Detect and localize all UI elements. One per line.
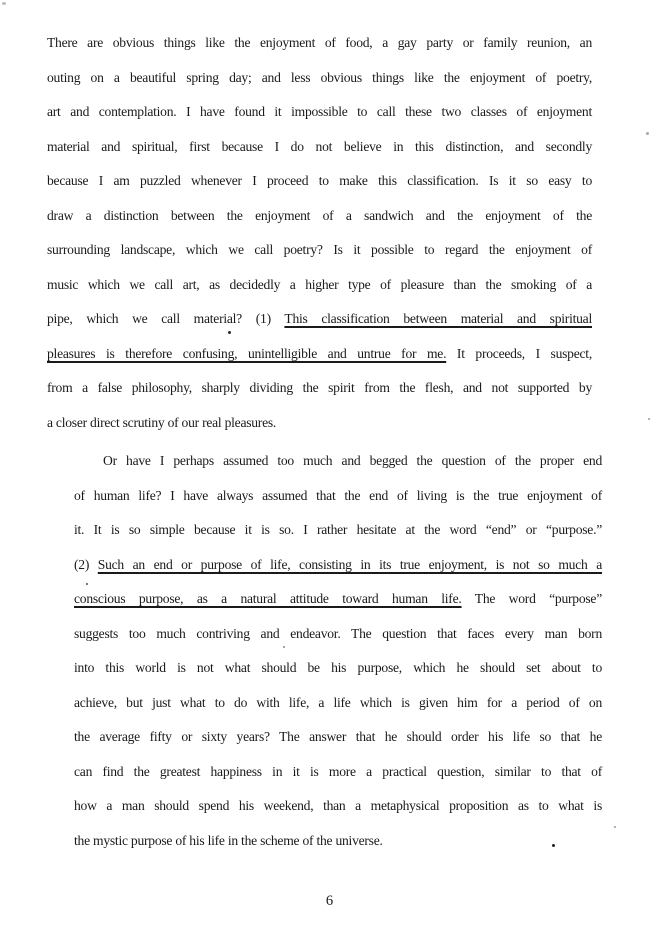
- text-run: can find the greatest happiness in it is more a practical question, similar to that of: [74, 763, 602, 779]
- text-line: [47, 61, 592, 96]
- text-run: There are obvious things like the enjoyment of food, a gay party or family reunion, an: [47, 35, 592, 50]
- underlined-passage: conscious purpose, as a natural attitude toward human life.: [74, 591, 462, 606]
- text-run: It proceeds, I suspect,: [446, 345, 592, 361]
- scan-speck: [614, 826, 616, 828]
- text-run: pipe, which we call material? (1): [47, 311, 285, 326]
- text-line: [74, 755, 602, 790]
- scan-speck: [283, 646, 285, 648]
- text-run: achieve, but just what to do with life, a life which is given him for a period of on: [74, 694, 602, 710]
- text-line: [47, 302, 592, 337]
- scan-speck: [2, 2, 6, 5]
- text-line: [47, 130, 592, 165]
- text-line: [47, 337, 592, 372]
- text-run: the mystic purpose of his life in the scheme of the universe.: [74, 832, 383, 848]
- text-run: The word “purpose”: [461, 591, 602, 606]
- text-line: [74, 824, 602, 859]
- text-line: [74, 720, 602, 755]
- text-run: suggests too much contriving and endeavor. The question that faces every man born: [74, 625, 602, 641]
- text-run: the average fifty or sixty years? The answer that he should order his life so that he: [74, 729, 602, 744]
- text-run: into this world is not what should be his purpose, which he should set about to: [74, 660, 602, 675]
- text-line: [47, 164, 592, 199]
- text-run: material and spiritual, first because I do not believe in this distinction, and secondly: [47, 138, 592, 154]
- text-line: [47, 371, 592, 406]
- scan-speck: [86, 583, 88, 585]
- text-run: from a false philosophy, sharply dividing the spirit from the flesh, and not supported by: [47, 380, 592, 395]
- text-line: [74, 444, 602, 479]
- text-run: a closer direct scrutiny of our real pleasures.: [47, 414, 277, 430]
- text-run: music which we call art, as decidedly a higher type of pleasure than the smoking of a: [47, 276, 592, 292]
- text-line: [74, 617, 602, 652]
- text-line: [47, 26, 592, 61]
- text-line: [74, 513, 602, 548]
- scan-speck: [646, 132, 649, 135]
- text-run: of human life? I have always assumed that the end of living is the true enjoyment of: [74, 487, 602, 503]
- text-line: [74, 651, 602, 686]
- text-line: [47, 233, 592, 268]
- text-run: draw a distinction between the enjoyment of a sandwich and the enjoyment of the: [47, 207, 592, 223]
- text-line: [47, 199, 592, 234]
- text-line: [74, 686, 602, 721]
- scan-speck: [552, 844, 555, 847]
- text-run: outing on a beautiful spring day; and less obvious things like the enjoyment of poetry,: [47, 69, 592, 85]
- text-line: [47, 406, 592, 441]
- text-line: [47, 95, 592, 130]
- text-run: because I am puzzled whenever I proceed to make this classification. Is it so easy to: [47, 173, 592, 188]
- page-number: 6: [325, 893, 334, 909]
- paragraph-2: [74, 444, 602, 858]
- text-run: Or have I perhaps assumed too much and begged the question of the proper end: [103, 453, 602, 468]
- text-run: it. It is so simple because it is so. I rather hesitate at the word “end” or “purpose.”: [74, 522, 602, 537]
- text-line: [47, 268, 592, 303]
- scan-speck: [648, 418, 650, 420]
- scan-speck: [228, 331, 231, 334]
- document-body: [0, 26, 659, 858]
- underlined-passage: This classification between material and spiritual: [284, 311, 592, 326]
- underlined-passage: pleasures is therefore confusing, unintelligible and untrue for me.: [47, 345, 447, 361]
- text-run: art and contemplation. I have found it impossible to call these two classes of enjoyment: [47, 104, 592, 119]
- text-run: (2): [74, 556, 98, 572]
- text-line: [74, 789, 602, 824]
- text-run: surrounding landscape, which we call poetry? Is it possible to regard the enjoyment of: [47, 242, 592, 257]
- text-line: [74, 479, 602, 514]
- text-line: [74, 582, 602, 617]
- paragraph-1: [47, 26, 592, 440]
- text-run: how a man should spend his weekend, than a metaphysical proposition as to what is: [74, 798, 602, 813]
- text-line: [74, 548, 602, 583]
- page-footer: [0, 893, 659, 910]
- underlined-passage: Such an end or purpose of life, consisting in its true enjoyment, is not so much a: [97, 556, 603, 572]
